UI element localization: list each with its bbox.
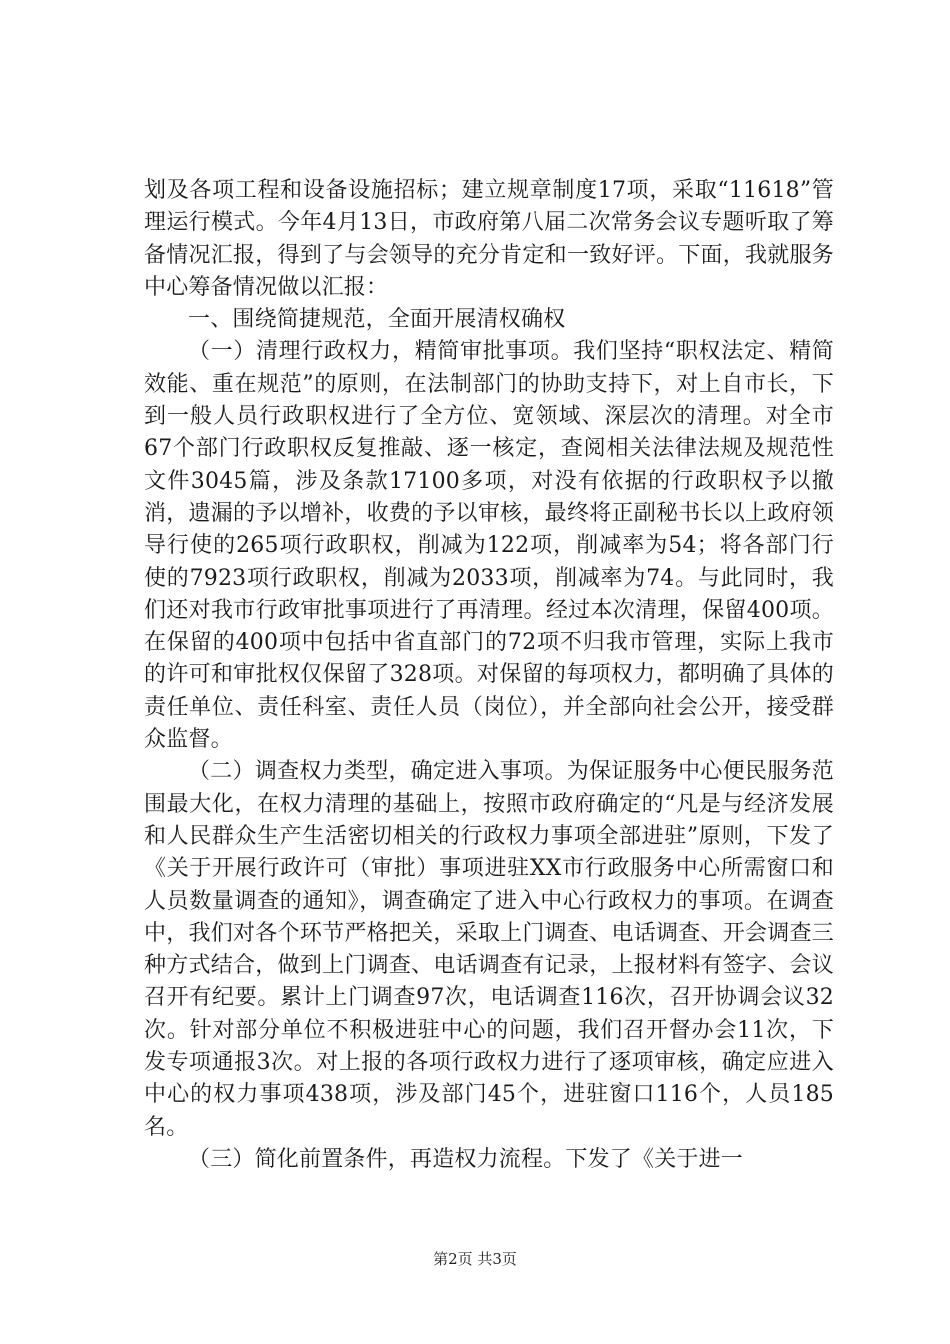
- section-heading-1: 一、围绕简捷规范，全面开展清权确权: [188, 307, 566, 333]
- document-body: [144, 175, 834, 1176]
- paragraph-subsection-3: （三）简化前置条件，再造权力流程。下发了《关于进一: [188, 1146, 744, 1172]
- paragraph-intro-continuation: 划及各项工程和设备设施招标；建立规章制度17项，采取“11618”管理运行模式。今年4月13日，市政府第八届二次常务会议专题听取了筹备情况汇报，得到了与会领导的充分肯定和一致好评。下面，我就服务中心筹备情况做以汇报：: [144, 178, 834, 300]
- paragraph-subsection-2: （二）调查权力类型，确定进入事项。为保证服务中心便民服务范围最大化，在权力清理的基础上，按照市政府确定的“凡是与经济发展和人民群众生产生活密切相关的行政权力事项全部进驻”原则，下发了《关于开展行政许可（审批）事项进驻XX市行政服务中心所需窗口和人员数量调查的通知》，调查确定了进入中心行政权力的事项。在调查中，我们对各个环节严格把关，采取上门调查、电话调查、开会调查三种方式结合，做到上门调查、电话调查有记录，上报材料有签字、会议召开有纪要。累计上门调查97次，电话调查116次，召开协调会议32次。针对部分单位不积极进驻中心的问题，我们召开督办会11次，下发专项通报3次。对上报的各项行政权力进行了逐项审核，确定应进入中心的权力事项438项，涉及部门45个，进驻窗口116个，人员185名。: [144, 759, 834, 1140]
- page-number-footer: 第2页 共3页: [433, 1250, 517, 1268]
- paragraph-subsection-1: （一）清理行政权力，精简审批事项。我们坚持“职权法定、精简效能、重在规范”的原则，在法制部门的协助支持下，对上自市长，下到一般人员行政职权进行了全方位、宽领域、深层次的清理。对全市67个部门行政职权反复推敲、逐一核定，查阅相关法律法规及规范性文件3045篇，涉及条款17100多项，对没有依据的行政职权予以撤消，遗漏的予以增补，收费的予以审核，最终将正副秘书长以上政府领导行使的265项行政职权，削减为122项，削减率为54；将各部门行使的7923项行政职权，削减为2033项，削减率为74。与此同时，我们还对我市行政审批事项进行了再清理。经过本次清理，保留400项。在保留的400项中包括中省直部门的72项不归我市管理，实际上我市的许可和审批权仅保留了328项。对保留的每项权力，都明确了具体的责任单位、责任科室、责任人员（岗位），并全部向社会公开，接受群众监督。: [144, 339, 834, 753]
